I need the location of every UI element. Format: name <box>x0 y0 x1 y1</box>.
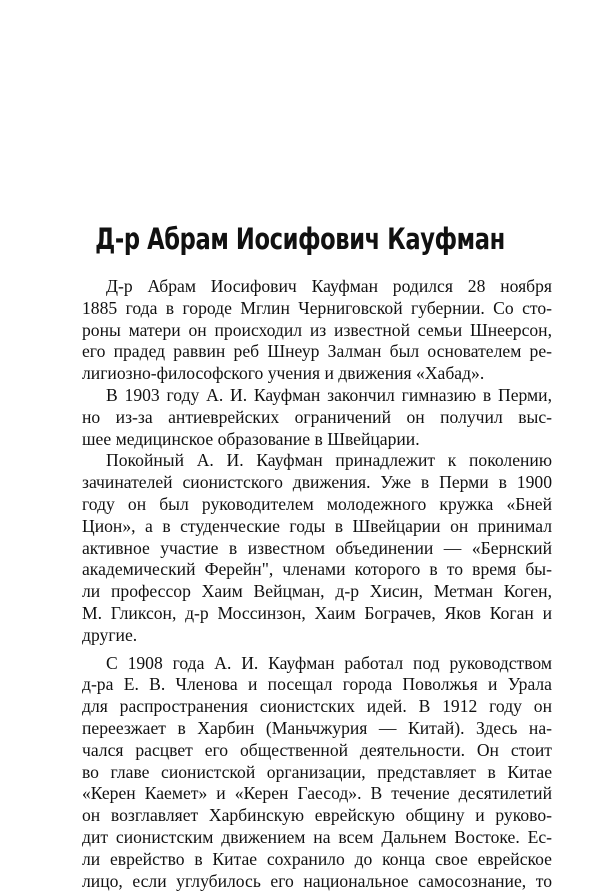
text-line: зачинателей сионистского движения. Уже в Перми в 1900 <box>82 472 552 493</box>
text-line: году он был руководителем молодежного кружка «Бней <box>82 493 552 514</box>
body-text <box>82 276 552 892</box>
text-line: другие. <box>82 624 138 645</box>
text-line: лигиозно-философского учения и движения «Хабад». <box>82 363 485 384</box>
text-line: Покойный А. И. Кауфман принадлежит к поколению <box>106 450 552 471</box>
text-line: переезжает в Харбин (Маньчжурия — Китай). Здесь на- <box>82 717 552 738</box>
text-line: 1885 года в городе Мглин Черниговской губернии. Со сто- <box>82 297 552 318</box>
page-title: Д-р Абрам Иосифович Кауфман <box>95 222 505 256</box>
paragraph-3 <box>82 450 552 646</box>
text-line: он возглавляет Харбинскую еврейскую общину и руково- <box>82 805 552 826</box>
text-line: ли профессор Хаим Вейцман, д-р Хисин, Метман Коген, <box>82 581 552 602</box>
text-line: для распространения сионистских идей. В 1912 году он <box>82 696 552 717</box>
text-line: М. Гликсон, д-р Моссинзон, Хаим Бограчев, Яков Коган и <box>82 602 552 623</box>
paragraph-2 <box>82 385 552 450</box>
text-line: чался расцвет его общественной деятельности. Он стоит <box>82 739 552 760</box>
text-line: «Керен Каемет» и «Керен Гаесод». В течение десятилетий <box>82 783 552 804</box>
text-line: его прадед раввин реб Шнеур Залман был основателем ре- <box>82 341 552 362</box>
text-line: ли еврейство в Китае сохранило до конца свое еврейское <box>82 848 552 869</box>
text-line: Цион», а в студенческие годы в Швейцарии он принимал <box>82 515 552 536</box>
text-line: В 1903 году А. И. Кауфман закончил гимназию в Перми, <box>106 384 552 405</box>
paragraph-1 <box>82 276 552 385</box>
text-line: лицо, если углубилось его национальное самосознание, то <box>82 870 552 891</box>
text-line: академический Ферейн", членами которого в то время бы- <box>82 559 552 580</box>
text-line: во главе сионистской организации, представляет в Китае <box>82 761 552 782</box>
text-line: дит сионистским движением на всем Дальнем Востоке. Ес- <box>82 826 552 847</box>
text-line: шее медицинское образование в Швейцарии. <box>82 428 420 449</box>
text-line: д-ра Е. В. Членова и посещал города Поволжья и Урала <box>82 674 552 695</box>
paragraph-4 <box>82 653 552 892</box>
text-line: роны матери он происходил из известной семьи Шнеерсон, <box>82 319 552 340</box>
text-line: активное участие в известном объединении — «Бернский <box>82 537 552 558</box>
text-line: но из-за антиеврейских ограничений он получил выс- <box>82 406 552 427</box>
text-line: С 1908 года А. И. Кауфман работал под руководством <box>106 652 552 673</box>
text-line: Д-р Абрам Иосифович Кауфман родился 28 ноября <box>106 276 552 296</box>
